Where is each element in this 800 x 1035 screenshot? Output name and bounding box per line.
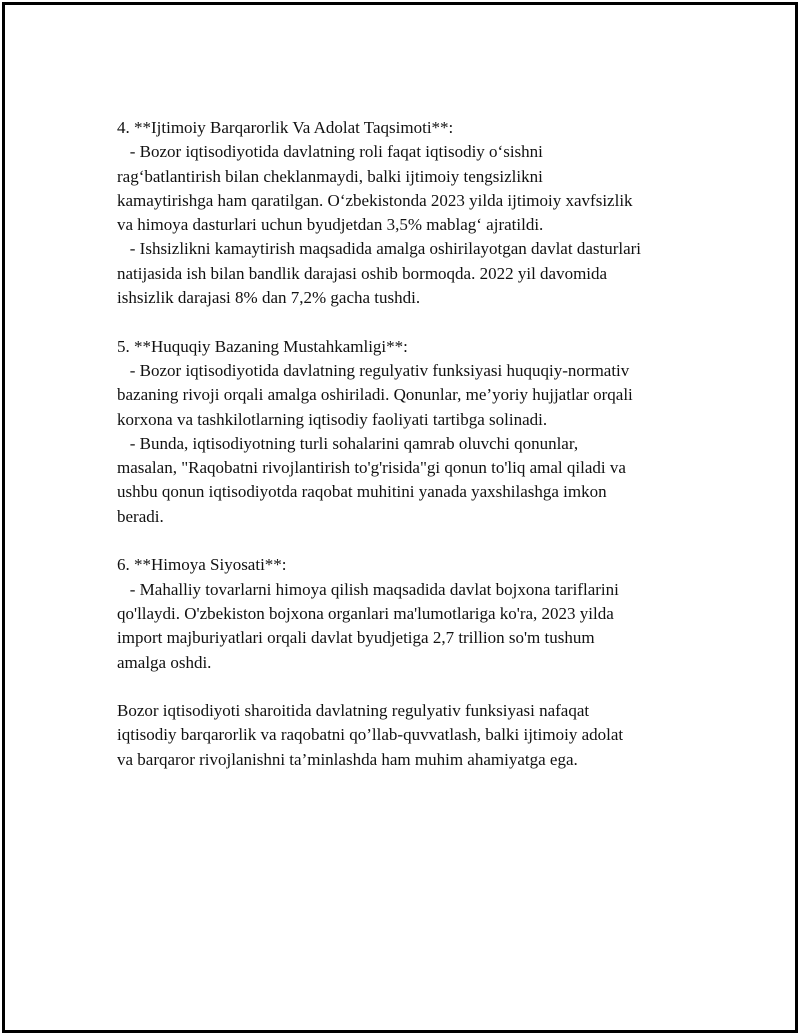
- text-line: ushbu qonun iqtisodiyotda raqobat muhitini yanada yaxshilashga imkon: [117, 482, 607, 502]
- text-line: rag‘batlantirish bilan cheklanmaydi, balki ijtimoiy tengsizlikni: [117, 166, 543, 186]
- document-body: [117, 116, 717, 772]
- text-line: - Bozor iqtisodiyotida davlatning regulyativ funksiyasi huquqiy-normativ: [117, 360, 630, 380]
- section-heading: 5. **Huquqiy Bazaning Mustahkamligi**:: [117, 336, 408, 356]
- paragraph-gap: [117, 675, 717, 699]
- paragraph-gap: [117, 529, 717, 553]
- section-4: [117, 116, 717, 310]
- text-line: va himoya dasturlari uchun byudjetdan 3,5% mablag‘ ajratildi.: [117, 215, 544, 235]
- text-line: amalga oshdi.: [117, 652, 212, 672]
- text-line: qo'llaydi. O'zbekiston bojxona organlari ma'lumotlariga ko'ra, 2023 yilda: [117, 603, 614, 623]
- text-line: masalan, "Raqobatni rivojlantirish to'g'risida"gi qonun to'liq amal qiladi va: [117, 458, 626, 478]
- text-line: - Bunda, iqtisodiyotning turli sohalarini qamrab oluvchi qonunlar,: [117, 433, 579, 453]
- paragraph-gap: [117, 310, 717, 334]
- text-line: korxona va tashkilotlarning iqtisodiy faoliyati tartibga solinadi.: [117, 409, 548, 429]
- conclusion-paragraph: [117, 699, 717, 772]
- text-line: iqtisodiy barqarorlik va raqobatni qo’llab-quvvatlash, balki ijtimoiy adolat: [117, 725, 624, 745]
- section-heading: 6. **Himoya Siyosati**:: [117, 555, 287, 575]
- text-line: Bozor iqtisodiyoti sharoitida davlatning regulyativ funksiyasi nafaqat: [117, 701, 590, 721]
- text-line: - Mahalliy tovarlarni himoya qilish maqsadida davlat bojxona tariflarini: [117, 579, 619, 599]
- text-line: beradi.: [117, 506, 164, 526]
- text-line: - Ishsizlikni kamaytirish maqsadida amalga oshirilayotgan davlat dasturlari: [117, 239, 642, 259]
- text-line: import majburiyatlari orqali davlat byudjetiga 2,7 trillion so'm tushum: [117, 628, 595, 648]
- text-line: ishsizlik darajasi 8% dan 7,2% gacha tushdi.: [117, 288, 421, 308]
- text-line: bazaning rivoji orqali amalga oshiriladi. Qonunlar, me’yoriy hujjatlar orqali: [117, 385, 633, 405]
- text-line: natijasida ish bilan bandlik darajasi oshib bormoqda. 2022 yil davomida: [117, 263, 608, 283]
- section-5: [117, 335, 717, 529]
- section-6: [117, 553, 717, 674]
- text-line: - Bozor iqtisodiyotida davlatning roli faqat iqtisodiy o‘sishni: [117, 142, 543, 162]
- text-line: va barqaror rivojlanishni ta’minlashda ham muhim ahamiyatga ega.: [117, 749, 578, 769]
- text-line: kamaytirishga ham qaratilgan. O‘zbekistonda 2023 yilda ijtimoiy xavfsizlik: [117, 190, 633, 210]
- section-heading: 4. **Ijtimoiy Barqarorlik Va Adolat Taqsimoti**:: [117, 118, 454, 137]
